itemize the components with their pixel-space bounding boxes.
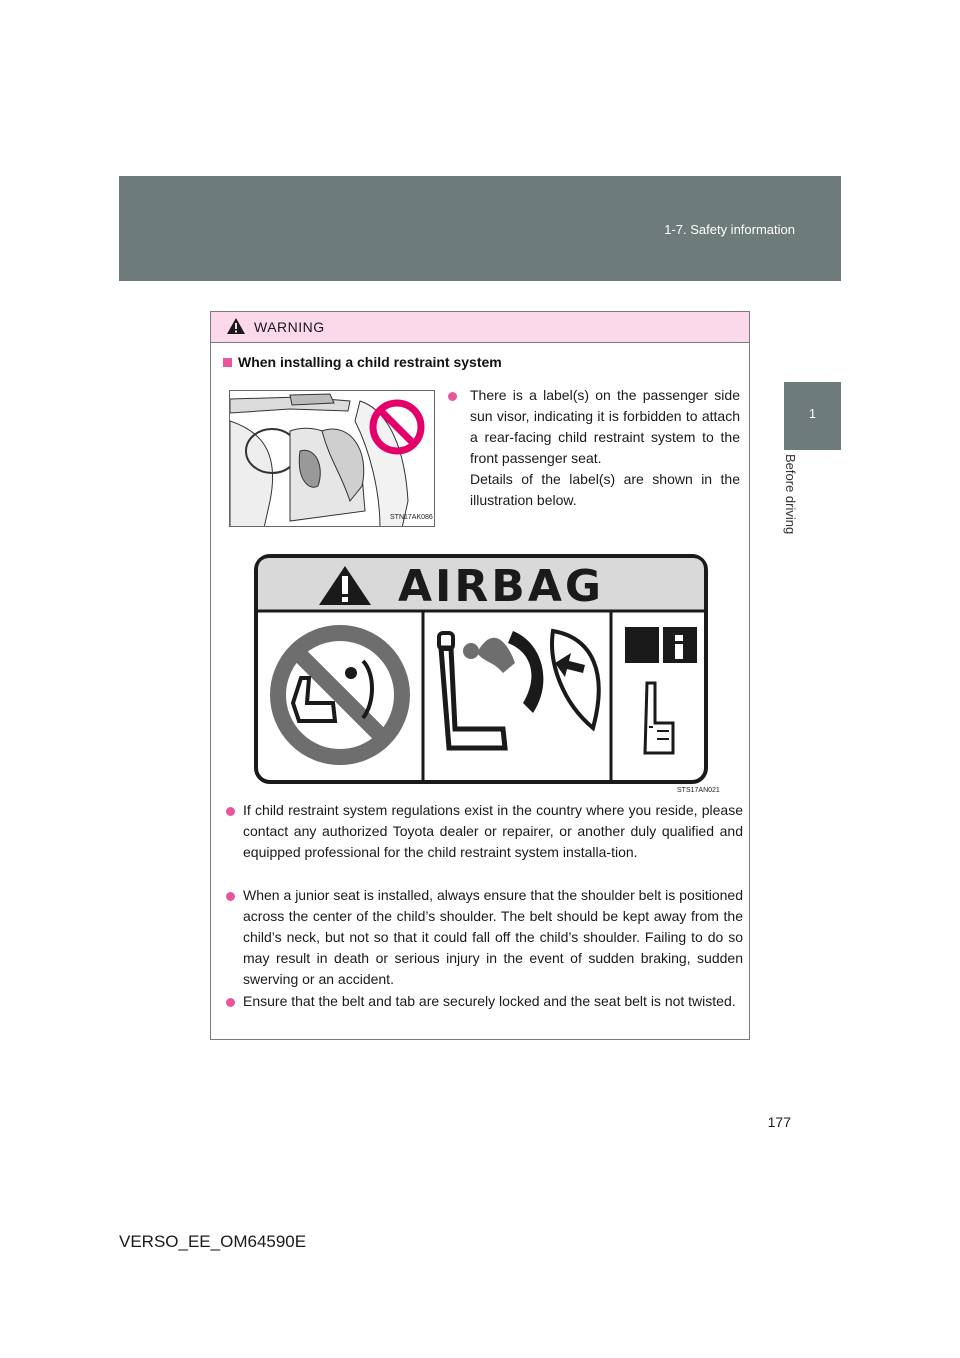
warning-box	[210, 311, 750, 1040]
paragraph-junior-seat: When a junior seat is installed, always ensure that the shoulder belt is positioned across the center of the child’s shoulder. The belt should be kept away from the child’s neck, but not so that it could fall off the child’s shoulder. Failing to do so may result in death or serious injury in the event of sudden braking, sudden swerving or an accident.	[243, 887, 743, 987]
bullet-icon	[448, 392, 457, 401]
page-number: 177	[767, 1114, 791, 1130]
airbag-label-illustration	[253, 553, 709, 785]
sun-visor-illustration	[230, 391, 435, 527]
bullet-icon	[226, 998, 235, 1007]
warning-triangle-icon	[226, 317, 246, 335]
sun-visor-figure	[229, 390, 435, 527]
airbag-text: AIRBAG	[397, 561, 605, 612]
paragraph-details: Details of the label(s) are shown in the illustration below.	[470, 471, 740, 508]
header-band	[119, 176, 841, 281]
warning-label: WARNING	[254, 319, 325, 335]
document-code: VERSO_EE_OM64590E	[119, 1232, 307, 1251]
paragraph-belt-locked: Ensure that the belt and tab are securely locked and the seat belt is not twisted.	[243, 993, 736, 1009]
warning-header	[211, 312, 749, 343]
subheading	[223, 354, 502, 370]
bullet-icon	[226, 807, 235, 816]
square-bullet-icon	[223, 358, 232, 367]
chapter-tab	[784, 382, 841, 450]
subheading-text: When installing a child restraint system	[238, 354, 502, 370]
section-title: 1-7. Safety information	[664, 222, 795, 237]
chapter-number: 1	[808, 406, 817, 421]
chapter-label-text: Before driving	[783, 454, 798, 535]
figure-code: STN17AK086	[390, 514, 433, 521]
figure-code-airbag: STS17AN021	[677, 787, 720, 794]
bullet-icon	[226, 892, 235, 901]
chapter-label	[784, 450, 806, 560]
paragraph-sun-visor: There is a label(s) on the passenger side sun visor, indicating it is forbidden to attach a rear-facing child restraint system to the front passenger seat.	[470, 387, 740, 466]
paragraph-regulations: If child restraint system regulations exist in the country where you reside, please contact any authorized Toyota dealer or repairer, or another duly qualified and equipped professional for the child restraint system installa-tion.	[243, 802, 743, 860]
